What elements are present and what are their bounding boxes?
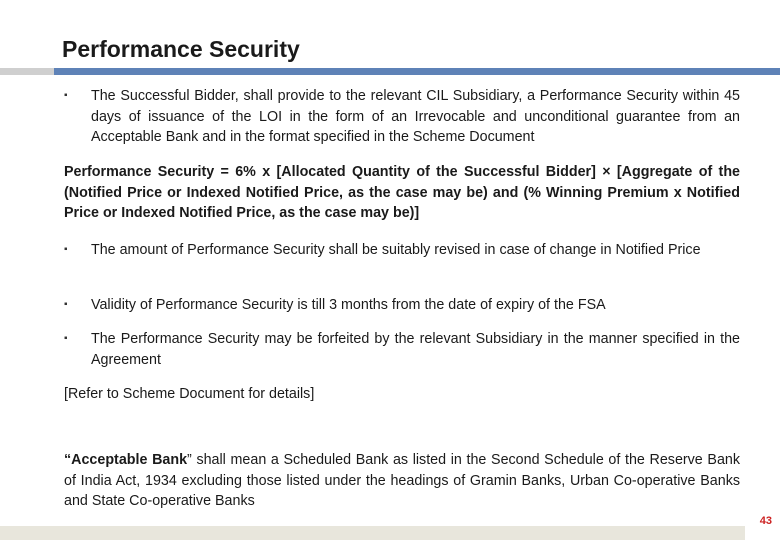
bullet-marker: ▪ — [64, 90, 68, 101]
footer-strip — [0, 526, 745, 540]
refer-note: [Refer to Scheme Document for details] — [64, 386, 315, 402]
performance-security-formula: Performance Security = 6% x [Allocated Quantity of the Successful Bidder] × [Aggregate of the (Notified Price or Indexed Notified Price, as the case may be) and (% Winning Premium x Notified Price or Indexed Notified Price, as the case may be)] — [64, 164, 740, 221]
bullet-item-validity — [64, 295, 740, 316]
bullet-marker: ▪ — [64, 244, 68, 255]
page-number: 43 — [759, 515, 772, 527]
bullet-marker: ▪ — [64, 333, 68, 344]
bullet-text: The Performance Security may be forfeited by the relevant Subsidiary in the manner specified in the Agreement — [91, 331, 740, 368]
title-rule-blue — [54, 68, 780, 75]
definition-term: “Acceptable Bank — [64, 452, 188, 468]
slide-title: Performance Security — [62, 36, 300, 62]
bullet-text: The amount of Performance Security shall be suitably revised in case of change in Notified Price — [91, 242, 701, 258]
bullet-item-forfeiture — [64, 329, 740, 370]
bullet-item-intro — [64, 86, 740, 148]
bullet-text: The Successful Bidder, shall provide to the relevant CIL Subsidiary, a Performance Security within 45 days of issuance of the LOI in the form of an Irrevocable and unconditional guarantee from an Acceptable Bank and in the format specified in the Scheme Document — [91, 88, 740, 145]
title-rule-gray — [0, 68, 54, 75]
bullet-text: Validity of Performance Security is till 3 months from the date of expiry of the FSA — [91, 297, 606, 313]
bullet-item-revision — [64, 240, 740, 261]
definition-text: ” shall mean a Scheduled Bank as listed in the Second Schedule of the Reserve Bank of India Act, 1934 excluding those listed under the headings of Gramin Banks, Urban Co-operative Banks and State Co-operative Banks — [64, 452, 740, 509]
bullet-marker: ▪ — [64, 299, 68, 310]
acceptable-bank-definition — [64, 450, 740, 512]
